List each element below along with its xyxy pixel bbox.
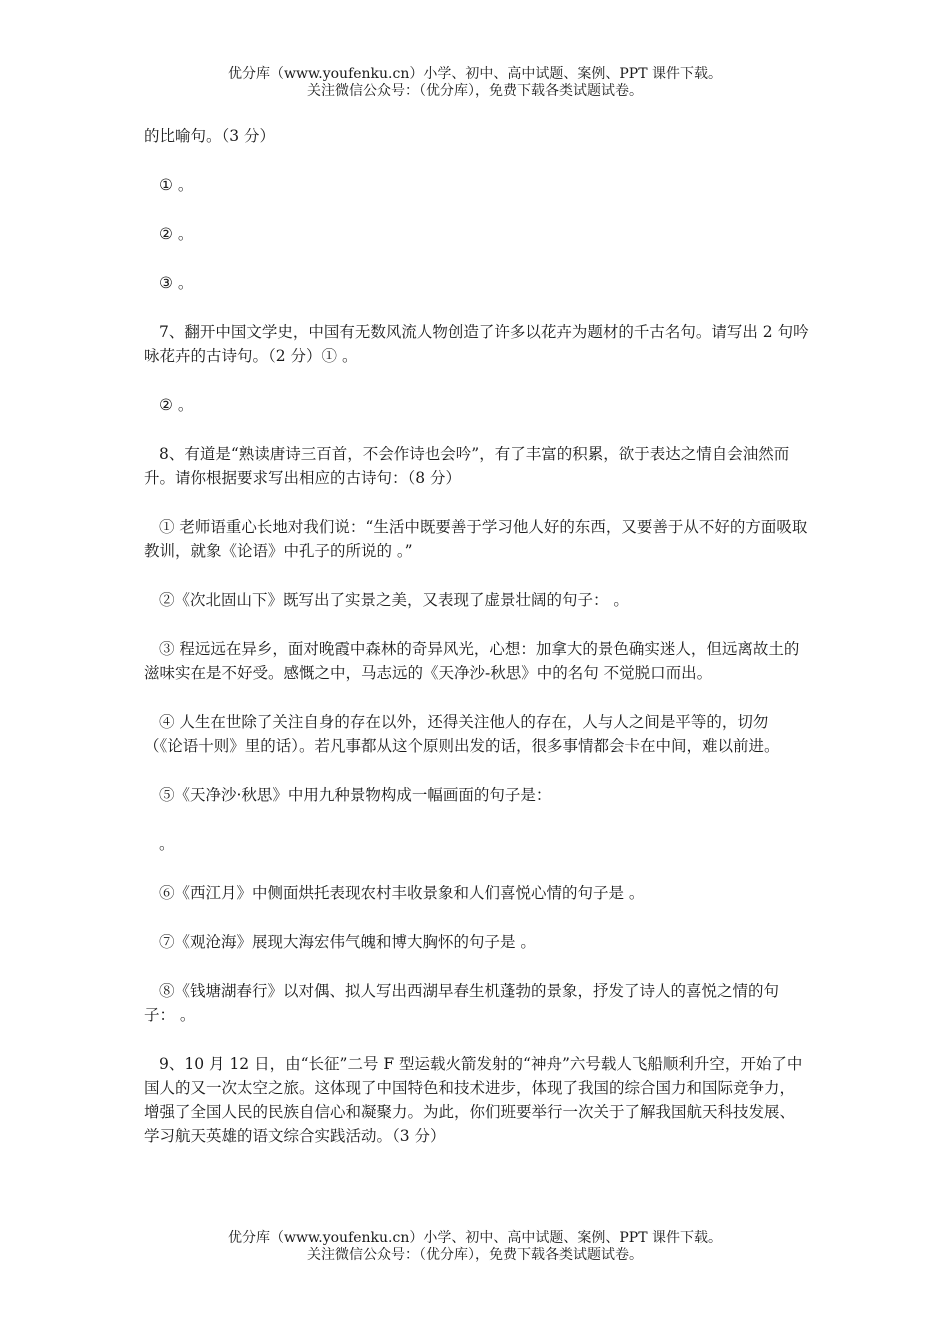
question-7: 7、翻开中国文学史，中国有无数风流人物创造了许多以花卉为题材的千古名句。请写出 2 句吟咏花卉的古诗句。（2 分）① 。 — [144, 323, 809, 365]
document-body — [144, 124, 809, 1173]
question-8-item-2: ②《次北固山下》既写出了实景之美，又表现了虚景壮阔的句子： 。 — [159, 591, 629, 609]
question-8-item-3: ③ 程远远在异乡，面对晚霞中森林的奇异风光，心想：加拿大的景色确实迷人，但远离故土的滋味实在是不好受。感慨之中，马志远的《天净沙-秋思》中的名句 不觉脱口而出。 — [144, 640, 800, 682]
paragraph: ③ 。 — [159, 274, 194, 292]
footer-line-1: 优分库（www.youfenku.cn）小学、初中、高中试题、案例、PPT 课件下载。 — [227, 1230, 722, 1246]
paragraph: 的比喻句。（3 分） — [144, 127, 276, 145]
paragraph: ① 。 — [159, 176, 194, 194]
question-8-item-8: ⑧《钱塘湖春行》以对偶、拟人写出西湖早春生机蓬勃的景象，抒发了诗人的喜悦之情的句子： 。 — [144, 982, 780, 1024]
answer-blank: 。 — [159, 835, 175, 853]
paragraph: ② 。 — [159, 225, 194, 243]
page-footer — [0, 1230, 950, 1264]
question-8-item-4: ④ 人生在世除了关注自身的存在以外，还得关注他人的存在，人与人之间是平等的，切勿 （《论语十则》里的话）。若凡事都从这个原则出发的话，很多事情都会卡在中间，难以前进。 — [144, 713, 780, 755]
page-header — [0, 66, 950, 100]
question-8-item-1: ① 老师语重心长地对我们说：“生活中既要善于学习他人好的东西，又要善于从不好的方面吸取教训，就象《论语》中孔子的所说的 。” — [144, 518, 808, 560]
question-8-item-6: ⑥《西江月》中侧面烘托表现农村丰收景象和人们喜悦心情的句子是 。 — [159, 884, 645, 902]
question-9: 9、10 月 12 日，由“长征”二号 F 型运载火箭发射的“神舟”六号载人飞船顺利升空，开始了中国人的又一次太空之旅。这体现了中国特色和技术进步，体现了我国的综合国力和国际竞争力，增强了全国人民的民族自信心和凝聚力。为此，你们班要举行一次关于了解我国航天科技发展、学习航天英雄的语文综合实践活动。（3 分） — [144, 1055, 803, 1145]
question-8: 8、有道是“熟读唐诗三百首，不会作诗也会吟”，有了丰富的积累，欲于表达之情自会油然而升。请你根据要求写出相应的古诗句：（8 分） — [144, 445, 790, 487]
question-8-item-7: ⑦《观沧海》展现大海宏伟气魄和博大胸怀的句子是 。 — [159, 933, 536, 951]
paragraph: ② 。 — [159, 396, 194, 414]
header-line-1: 优分库（www.youfenku.cn）小学、初中、高中试题、案例、PPT 课件下载。 — [227, 66, 722, 82]
footer-line-2: 关注微信公众号：（优分库），免费下载各类试题试卷。 — [307, 1247, 643, 1263]
question-8-item-5: ⑤《天净沙·秋思》中用九种景物构成一幅画面的句子是： — [159, 786, 552, 804]
header-line-2: 关注微信公众号：（优分库），免费下载各类试题试卷。 — [307, 83, 643, 99]
